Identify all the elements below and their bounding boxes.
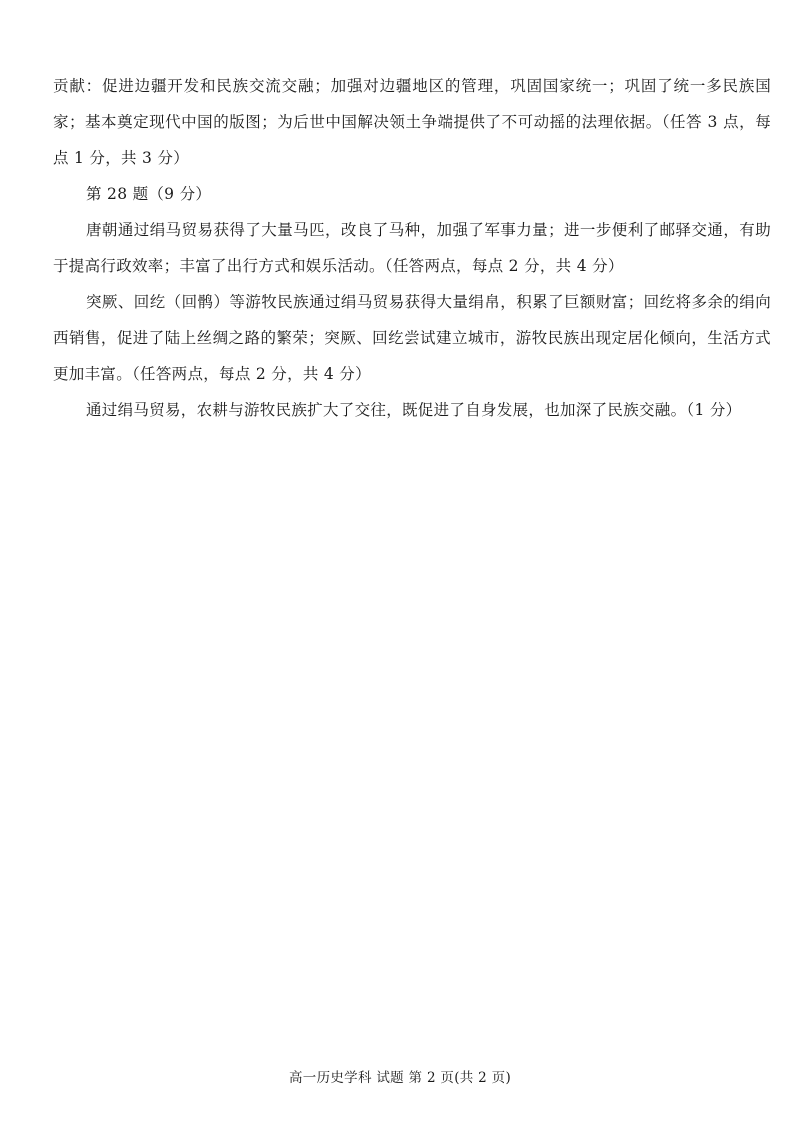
question-28-heading: 第 28 题（9 分） bbox=[86, 185, 212, 203]
answer-content bbox=[53, 68, 771, 428]
answer-paragraph-contribution: 贡献：促进边疆开发和民族交流交融；加强对边疆地区的管理，巩固国家统一；巩固了统一多民族国家；基本奠定现代中国的版图；为后世中国解决领土争端提供了不可动摇的法理依据。（任答 3 点，每点 1 分，共 3 分） bbox=[53, 77, 771, 167]
answer-paragraph-nomads: 突厥、回纥（回鹘）等游牧民族通过绢马贸易获得大量绢帛，积累了巨额财富；回纥将多余的绢向西销售，促进了陆上丝绸之路的繁荣；突厥、回纥尝试建立城市，游牧民族出现定居化倾向，生活方式更加丰富。（任答两点，每点 2 分，共 4 分） bbox=[53, 293, 771, 383]
page-footer: 高一历史学科 试题 第 2 页(共 2 页) bbox=[288, 1070, 512, 1086]
answer-paragraph-tang: 唐朝通过绢马贸易获得了大量马匹，改良了马种，加强了军事力量；进一步便利了邮驿交通，有助于提高行政效率；丰富了出行方式和娱乐活动。（任答两点，每点 2 分，共 4 分） bbox=[53, 221, 771, 275]
answer-paragraph-exchange: 通过绢马贸易，农耕与游牧民族扩大了交往，既促进了自身发展，也加深了民族交融。（1 分） bbox=[86, 401, 742, 419]
